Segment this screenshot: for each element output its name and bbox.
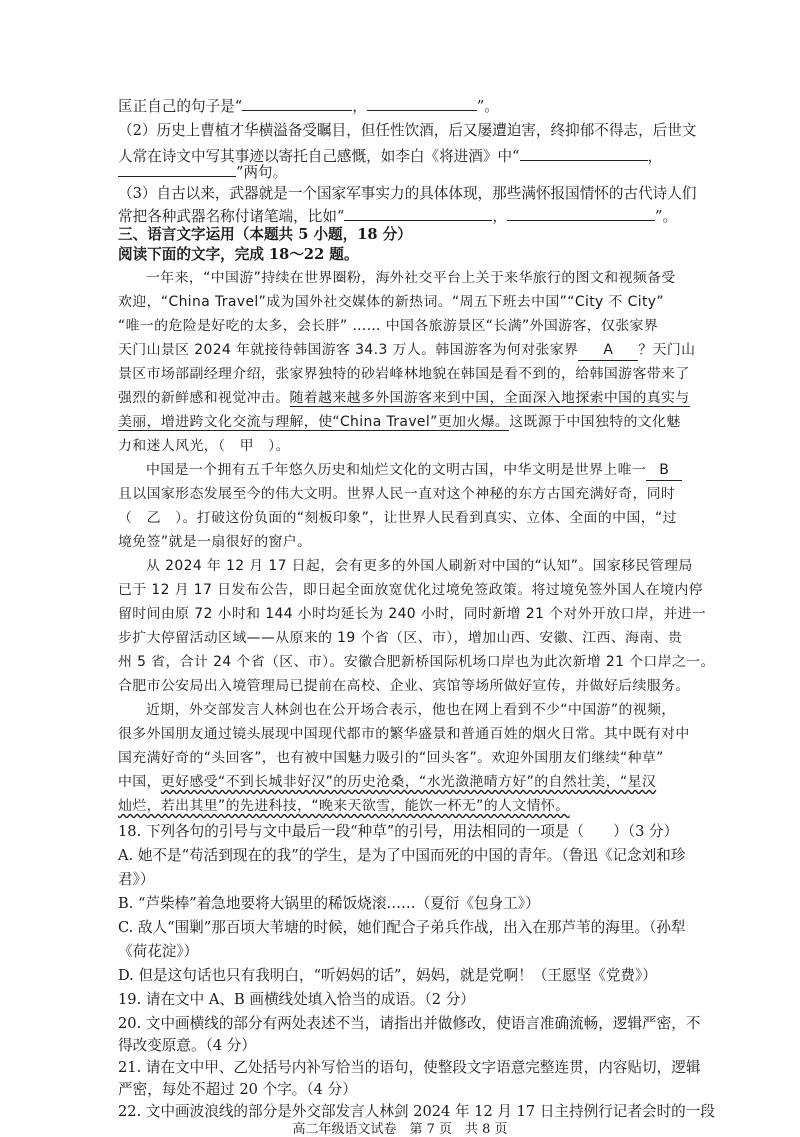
passage-line: 州 5 省，合计 24 个省（区、市）。安徽合肥新桥国际机场口岸也为此次新增 21 个口岸之一。: [118, 654, 715, 670]
option-b: B. “芦柴棒”着急地要将大锅里的稀饭烧滚……（夏衍《包身工》）: [118, 895, 540, 912]
passage-line: 国充满好奇的“头回客”，也有被中国魅力吸引的“回头客”。欢迎外国朋友们继续“种草”: [118, 750, 664, 766]
passage-line: 留时间由原 72 小时和 144 小时均延长为 240 小时，同时新增 21 个对外开放口岸，并进一: [118, 606, 707, 622]
passage-line: 一年来，“中国游”持续在世界圈粉，海外社交平台上关于来华旅行的图文和视频备受: [146, 270, 676, 286]
answer-blank: [344, 206, 492, 221]
answer-blank: [367, 96, 477, 111]
answer-blank: [242, 96, 352, 111]
passage-line: 力和迷人风光，（ 甲 ）。: [118, 438, 290, 454]
passage-line: 天门山景区 2024 年就接待韩国游客 34.3 万人。韩国游客为何对张家界 A ？天门山: [118, 340, 688, 361]
question-21-cont: 严密，每处不超过 20 个字。（4 分）: [118, 1081, 357, 1098]
answer-blank: [520, 146, 648, 161]
answer-blank: [507, 206, 655, 221]
text-line: 人常在诗文中写其事迹以寄托自己感慨，如李白《将进酒》中“ ，: [118, 148, 663, 165]
passage-line: 中国，更好感受“不到长城非好汉”的历史沧桑，“水光潋滟晴方好”的自然壮美，“星汉: [118, 774, 657, 790]
passage-line: [118, 796, 688, 816]
option-c-cont: 《荷花淀》）: [118, 943, 199, 960]
option-d: D. 但是这句话也只有我明白，“听妈妈的话”，妈妈，就是党啊！（王愿坚《党费》）: [118, 967, 657, 984]
passage-line: 合肥市公安局出入境管理局已提前在高校、企业、宾馆等场所做好宣传，并做好后续服务。: [118, 678, 690, 694]
question-19: 19. 请在文中 A、B 画横线处填入恰当的成语。（2 分）: [118, 991, 475, 1008]
question-22: 22. 文中画波浪线的部分是外交部发言人林剑 2024 年 12 月 17 日主持例行记者会时的一段: [118, 1103, 715, 1120]
option-a-cont: 君》）: [118, 871, 155, 888]
passage-line: “唯一的危险是好吃的太多，会长胖” …… 中国各旅游景区“长满”外国游客，仅张家界: [118, 318, 659, 334]
answer-blank: [118, 162, 236, 177]
passage-line: 从 2024 年 12 月 17 日起，会有更多的外国人刷新对中国的“认知”。国家移民管理局: [146, 558, 693, 574]
passage-line: 步扩大停留活动区域——从原来的 19 个省（区、市），增加山西、安徽、江西、海南、贵: [118, 630, 683, 646]
passage-line: 美丽，增进跨文化交流与理解，使“China Travel”更加火爆。这既源于中国独特的文化魅: [118, 414, 681, 430]
question-21: 21. 请在文中甲、乙处括号内补写恰当的语句，使整段文字语意完整连贯，内容贴切，逻辑: [118, 1059, 701, 1076]
wavy-underlined-text: 灿烂，若出其里”的先进科技，“晚来天欲雪，能饮一杯无”的人文情怀。: [118, 798, 570, 814]
passage-line: （ 乙 ）。打破这份负面的“刻板印象”，让世界人民看到真实、立体、全面的中国，“过: [118, 510, 677, 526]
underlined-sentence: 随着越来越多外国游客来到中国，全面深入地探索中国的真实与: [289, 390, 690, 406]
wavy-underlined-text: 更好感受“不到长城非好汉”的历史沧桑，“水光潋滟晴方好”的自然壮美，“星汉: [160, 774, 657, 790]
underlined-sentence: 美丽，增进跨文化交流与理解，使“China Travel”更加火爆。: [118, 414, 510, 430]
section-instruction: 阅读下面的文字，完成 18～22 题。: [118, 246, 359, 263]
question-18: 18. 下列各句的引号与文中最后一段“种草”的引号，用法相同的一项是（ ）（3 分）: [118, 823, 679, 840]
text-line: 常把各种武器名称付诸笔端，比如“ ， ”。: [118, 208, 678, 225]
text-line: （3）自古以来，武器就是一个国家军事实力的具体体现，那些满怀报国情怀的古代诗人们: [118, 185, 697, 202]
passage-line: 中国是一个拥有五千年悠久历史和灿烂文化的文明古国，中华文明是世界上唯一 B: [146, 460, 716, 481]
passage-line: 且以国家形态发展至今的伟大文明。世界人民一直对这个神秘的东方古国充满好奇，同时: [118, 486, 676, 502]
option-a: A. 她不是“苟活到现在的我”的学生，是为了中国而死的中国的青年。（鲁迅《记念刘和珍: [118, 847, 686, 864]
blank-b: B: [646, 460, 682, 481]
passage-line: 强烈的新鲜感和视觉冲击。随着越来越多外国游客来到中国，全面深入地探索中国的真实与: [118, 390, 690, 406]
passage-line: 境免签”就是一扇很好的窗户。: [118, 534, 312, 550]
question-20-cont: 得改变原意。（4 分）: [118, 1037, 256, 1054]
page-footer: 高二年级语文试卷 第 7 页 共 8 页: [292, 1122, 508, 1137]
blank-a: A: [578, 340, 638, 361]
question-20: 20. 文中画横线的部分有两处表述不当，请指出并做修改，使语言准确流畅，逻辑严密，不: [118, 1015, 701, 1032]
text-line: （2）历史上曹植才华横溢备受瞩目，但任性饮酒，后又屡遭迫害，终抑郁不得志，后世文: [118, 122, 697, 139]
passage-line: 很多外国朋友通过镜头展现中国现代都市的繁华盛景和普通百姓的烟火日常。其中既有对中: [118, 726, 690, 742]
passage-line: 已于 12 月 17 日发布公告，即日起全面放宽优化过境免签政策。将过境免签外国人在境内停: [118, 582, 703, 598]
text-line: 匡正自己的句子是“ ， ”。: [118, 98, 499, 115]
passage-line: 景区市场部副经理介绍，张家界独特的砂岩峰林地貌在韩国是看不到的，给韩国游客带来了: [118, 366, 690, 382]
section-title: 三、语言文字运用（本题共 5 小题，18 分）: [118, 226, 412, 243]
passage-line: 近期，外交部发言人林剑也在公开场合表示，他也在网上看到不少“中国游”的视频，: [146, 702, 676, 718]
passage-line: 欢迎，“China Travel”成为国外社交媒体的新热词。“周五下班去中国”“City 不 City”: [118, 294, 665, 310]
text-line: ”两句。: [118, 162, 688, 183]
option-c: C. 敌人“围剿”那百顷大苇塘的时候，她们配合子弟兵作战，出入在那芦苇的海里。（孙犁: [118, 919, 686, 936]
